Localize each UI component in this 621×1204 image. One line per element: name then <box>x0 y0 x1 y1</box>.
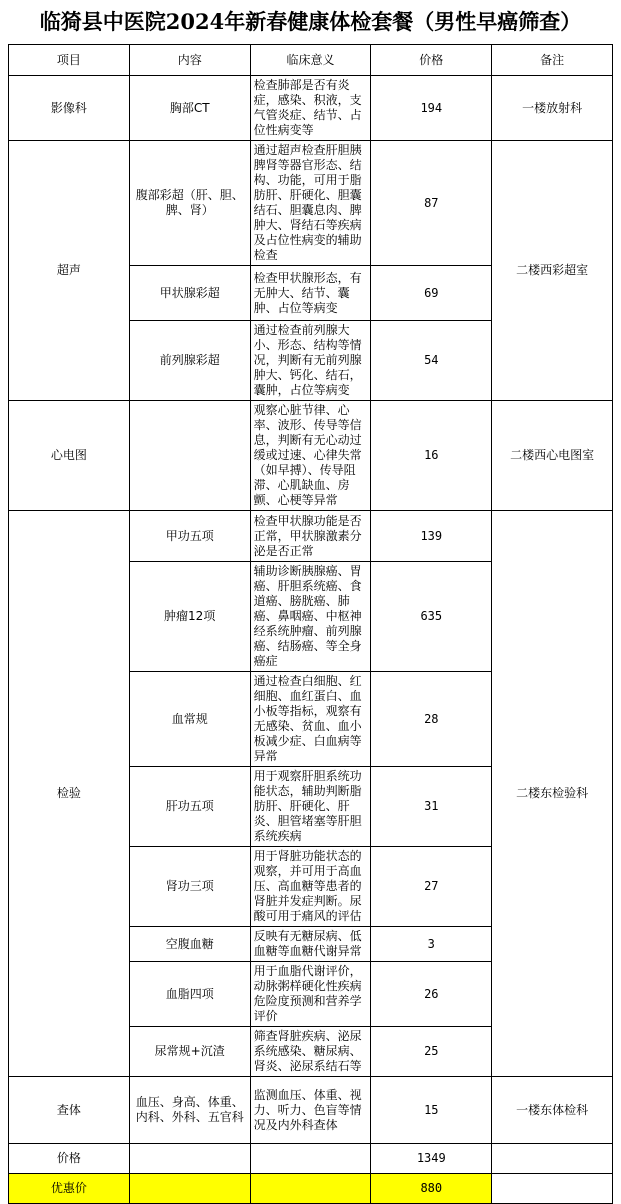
row-content: 肾功三项 <box>129 847 250 927</box>
row-content: 前列腺彩超 <box>129 321 250 401</box>
total-price-value: 1349 <box>371 1144 492 1174</box>
row-meaning: 用于观察肝胆系统功能状态，辅助判断脂肪肝、肝硬化、肝炎、胆管堵塞等肝胆系统疾病 <box>250 767 371 847</box>
row-meaning: 检查甲状腺功能是否正常，甲状腺激素分泌是否正常 <box>250 511 371 562</box>
row-price: 31 <box>371 767 492 847</box>
row-content: 血常规 <box>129 672 250 767</box>
total-price-note-blank <box>492 1144 613 1174</box>
row-content <box>129 401 250 511</box>
row-price: 54 <box>371 321 492 401</box>
column-header-meaning: 临床意义 <box>250 45 371 76</box>
row-meaning: 检查甲状腺形态，有无肿大、结节、囊肿、占位等病变 <box>250 266 371 321</box>
row-category: 影像科 <box>9 76 130 141</box>
row-meaning: 观察心脏节律、心率、波形、传导等信息，判断有无心动过缓或过速、心律失常（如早搏）、传导阻滞、心肌缺血、房颤、心梗等异常 <box>250 401 371 511</box>
total-price-meaning-blank <box>250 1144 371 1174</box>
row-price: 635 <box>371 562 492 672</box>
row-note: 一楼放射科 <box>492 76 613 141</box>
promo-price-value: 880 <box>371 1174 492 1204</box>
row-content: 甲功五项 <box>129 511 250 562</box>
column-header-note: 备注 <box>492 45 613 76</box>
row-price: 3 <box>371 927 492 962</box>
row-price: 16 <box>371 401 492 511</box>
row-meaning: 通过检查白细胞、红细胞、血红蛋白、血小板等指标，观察有无感染、贫血、血小板减少症、白血病等异常 <box>250 672 371 767</box>
page-title: 临猗县中医院2024年新春健康体检套餐（男性早癌筛查） <box>39 9 582 34</box>
table-header-row <box>9 45 613 76</box>
row-price: 69 <box>371 266 492 321</box>
row-category: 心电图 <box>9 401 130 511</box>
row-meaning: 辅助诊断胰腺癌、胃癌、肝胆系统癌、食道癌、膀胱癌、肺癌、鼻咽癌、中枢神经系统肿瘤、前列腺癌、结肠癌、等全身癌症 <box>250 562 371 672</box>
table-row <box>9 141 613 266</box>
table-row <box>9 1077 613 1144</box>
row-price: 139 <box>371 511 492 562</box>
row-meaning: 用于血脂代谢评价，动脉粥样硬化性疾病危险度预测和营养学评价 <box>250 962 371 1027</box>
total-price-label: 价格 <box>9 1144 130 1174</box>
row-content: 血压、身高、体重、内科、外科、五官科 <box>129 1077 250 1144</box>
table-row <box>9 511 613 562</box>
promo-price-meaning-blank <box>250 1174 371 1204</box>
promo-price-content-blank <box>129 1174 250 1204</box>
row-note: 二楼西彩超室 <box>492 141 613 401</box>
row-category: 检验 <box>9 511 130 1077</box>
promo-price-row <box>9 1174 613 1204</box>
row-meaning: 通过检查前列腺大小、形态、结构等情况，判断有无前列腺肿大、钙化、结石，囊肿，占位等病变 <box>250 321 371 401</box>
total-price-content-blank <box>129 1144 250 1174</box>
health-package-table <box>8 44 613 1204</box>
column-header-content: 内容 <box>129 45 250 76</box>
row-content: 肝功五项 <box>129 767 250 847</box>
row-category: 查体 <box>9 1077 130 1144</box>
table-row <box>9 76 613 141</box>
row-meaning: 用于肾脏功能状态的观察，并可用于高血压、高血糖等患者的肾脏并发症判断。尿酸可用于痛风的评估 <box>250 847 371 927</box>
column-header-price: 价格 <box>371 45 492 76</box>
row-price: 26 <box>371 962 492 1027</box>
row-price: 27 <box>371 847 492 927</box>
table-row <box>9 401 613 511</box>
row-meaning: 筛查肾脏疾病、泌尿系统感染、糖尿病、肾炎、泌尿系结石等 <box>250 1027 371 1077</box>
column-header-category: 项目 <box>9 45 130 76</box>
row-price: 15 <box>371 1077 492 1144</box>
row-meaning: 通过超声检查肝胆胰脾肾等器官形态、结构、功能，可用于脂肪肝、肝硬化、胆囊结石、胆囊息肉、脾肿大、肾结石等疾病及占位性病变的辅助检查 <box>250 141 371 266</box>
row-content: 甲状腺彩超 <box>129 266 250 321</box>
row-content: 肿瘤12项 <box>129 562 250 672</box>
row-content: 胸部CT <box>129 76 250 141</box>
row-content: 腹部彩超（肝、胆、脾、肾） <box>129 141 250 266</box>
total-price-row <box>9 1144 613 1174</box>
row-note: 二楼西心电图室 <box>492 401 613 511</box>
promo-price-note-blank <box>492 1174 613 1204</box>
row-price: 25 <box>371 1027 492 1077</box>
row-price: 28 <box>371 672 492 767</box>
row-meaning: 检查肺部是否有炎症，感染、积液，支气管炎症、结节、占位性病变等 <box>250 76 371 141</box>
row-price: 87 <box>371 141 492 266</box>
row-content: 空腹血糖 <box>129 927 250 962</box>
row-price: 194 <box>371 76 492 141</box>
row-category: 超声 <box>9 141 130 401</box>
row-content: 尿常规+沉渣 <box>129 1027 250 1077</box>
row-meaning: 反映有无糖尿病、低血糖等血糖代谢异常 <box>250 927 371 962</box>
row-meaning: 监测血压、体重、视力、听力、色盲等情况及内外科查体 <box>250 1077 371 1144</box>
row-content: 血脂四项 <box>129 962 250 1027</box>
promo-price-label: 优惠价 <box>9 1174 130 1204</box>
row-note: 二楼东检验科 <box>492 511 613 1077</box>
row-note: 一楼东体检科 <box>492 1077 613 1144</box>
